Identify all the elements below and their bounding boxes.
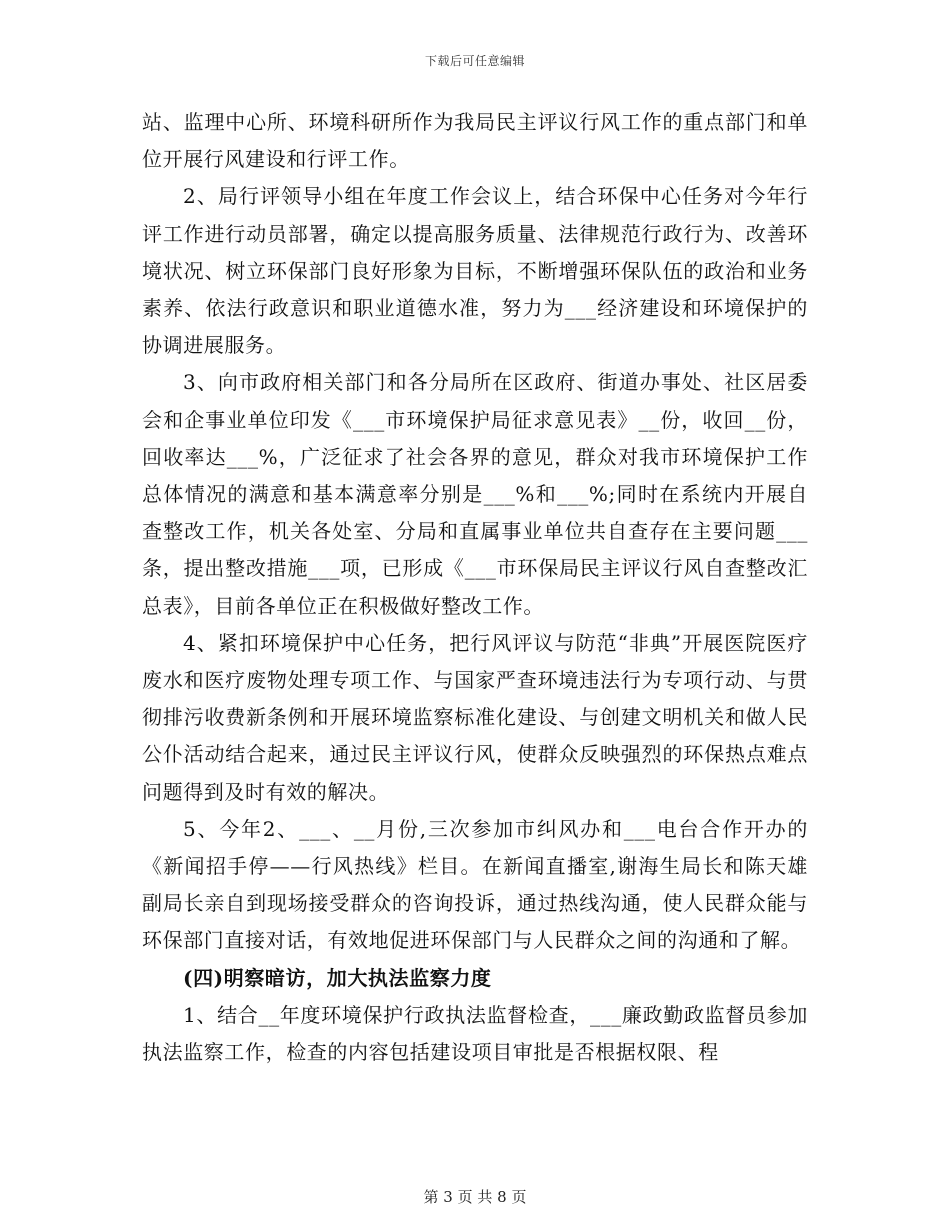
- paragraph-item-4: 4、紧扣环境保护中心任务，把行风评议与防范“非典”开展医院医疗废水和医疗废物处理专项工作、与国家严查环境违法行为专项行动、与贯彻排污收费新条例和开展环境监察标准化建设、与创建文明机关和做人民公仆活动结合起来，通过民主评议行风，使群众反映强烈的环保热点难点问题得到及时有效的解决。: [142, 630, 808, 804]
- page-header: 下载后可任意编辑: [424, 54, 525, 68]
- paragraph-item-2: 2、局行评领导小组在年度工作会议上，结合环保中心任务对今年行评工作进行动员部署，确定以提高服务质量、法律规范行政行为、改善环境状况、树立环保部门良好形象为目标，不断增强环保队伍的政治和业务素养、依法行政意识和职业道德水准，努力为___经济建设和环境保护的协调进展服务。: [142, 184, 808, 358]
- paragraph-item-3: 3、向市政府相关部门和各分局所在区政府、街道办事处、社区居委会和企事业单位印发《___市环境保护局征求意见表》__份，收回__份，回收率达___%，广泛征求了社会各界的意见，群众对我市环境保护工作总体情况的满意和基本满意率分别是___%和___%;同时在系统内开展自查整改工作，机关各处室、分局和直属事业单位共自查存在主要问题___条，提出整改措施___项，已形成《___市环保局民主评议行风自查整改汇总表》，目前各单位正在积极做好整改工作。: [142, 370, 808, 618]
- document-body: [142, 104, 808, 1071]
- paragraph-item-5: 5、今年2、___、__月份,三次参加市纠风办和___电台合作开办的《新闻招手停——行风热线》栏目。在新闻直播室,谢海生局长和陈天雄副局长亲自到现场接受群众的咨询投诉，通过热线沟通，使人民群众能与环保部门直接对话，有效地促进环保部门与人民群众之间的沟通和了解。: [142, 816, 808, 953]
- page-footer: 第 3 页 共 8 页: [423, 1188, 527, 1206]
- section-heading: (四)明察暗访，加大执法监察力度: [183, 965, 492, 990]
- paragraph-continuation: 站、监理中心所、环境科研所作为我局民主评议行风工作的重点部门和单位开展行风建设和行评工作。: [142, 110, 808, 172]
- paragraph-section-item-1: 1、结合__年度环境保护行政执法监督检查，___廉政勤政监督员参加执法监察工作，检查的内容包括建设项目审批是否根据权限、程: [142, 1002, 808, 1065]
